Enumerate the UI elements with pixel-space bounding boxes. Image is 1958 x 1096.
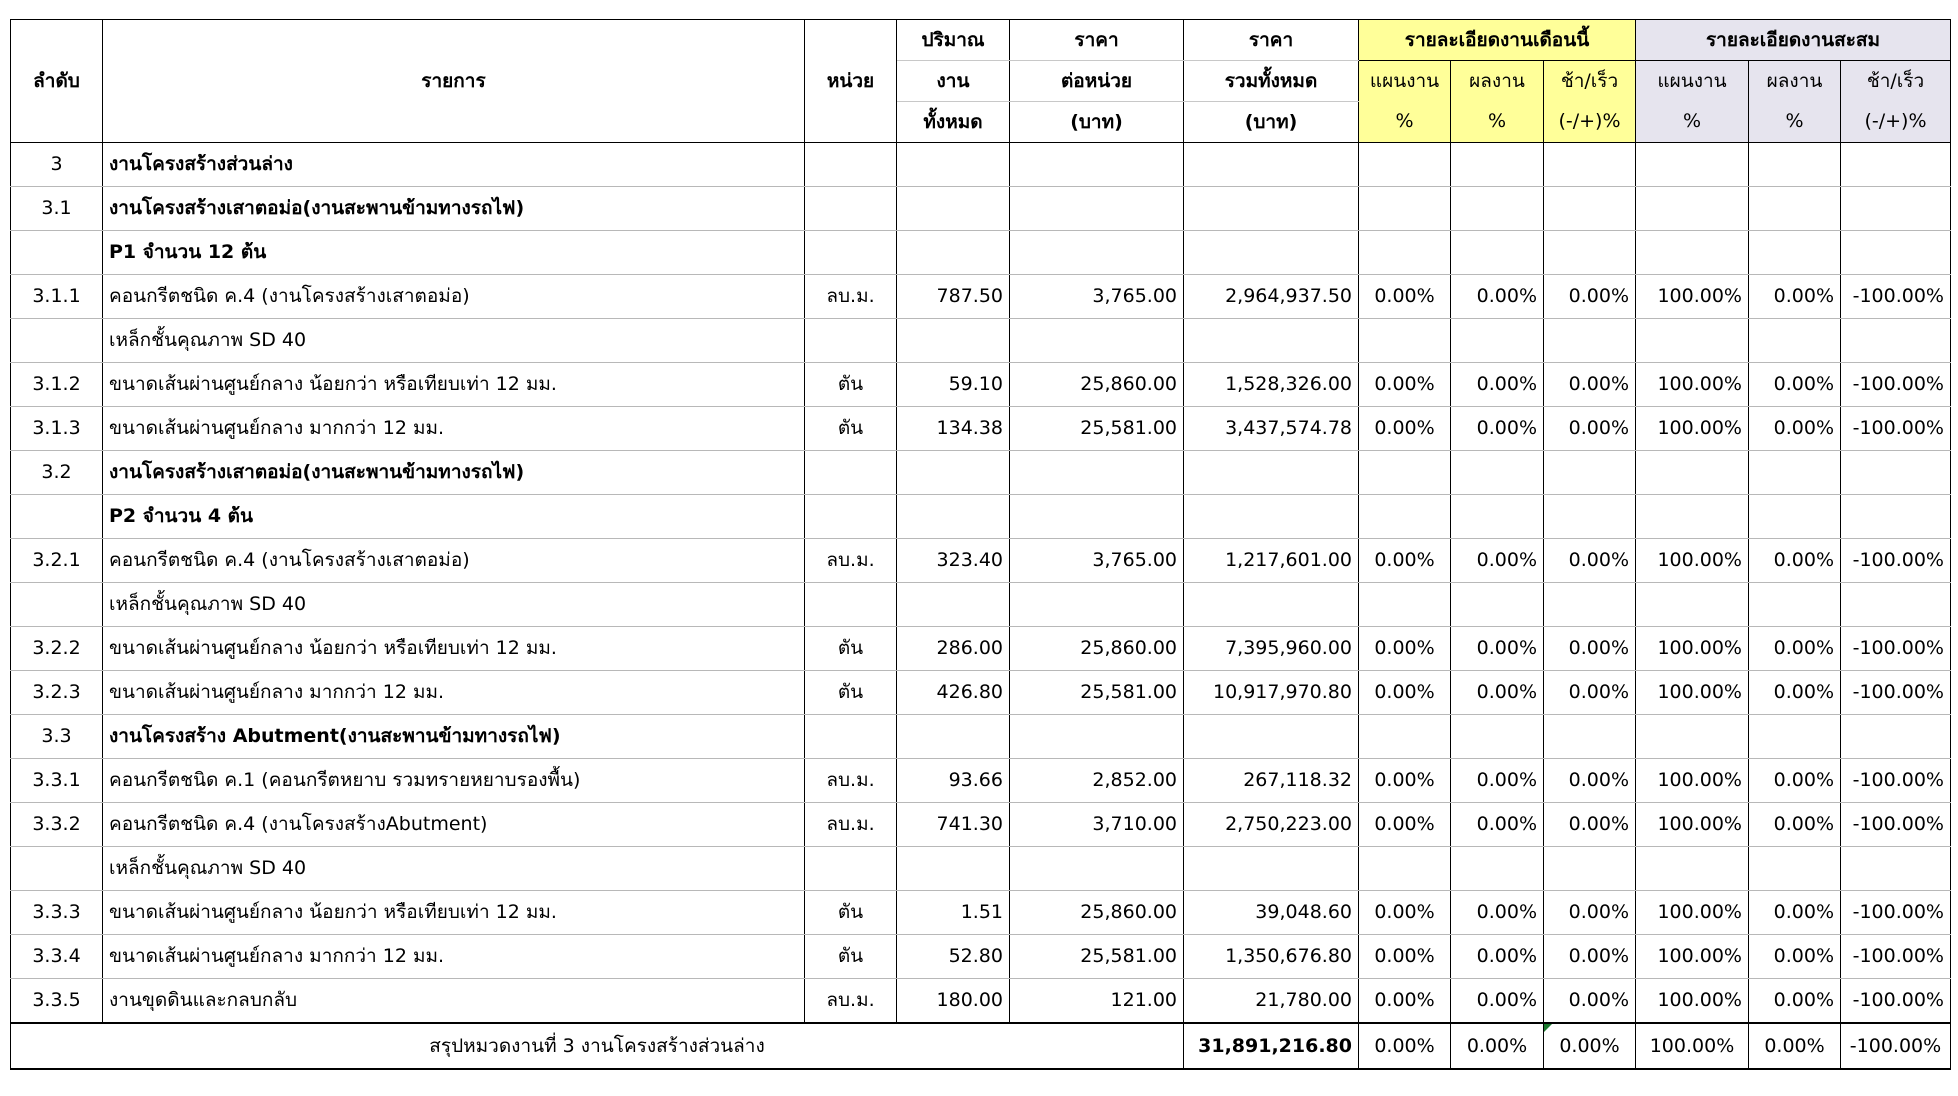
header-unit-price-2: ต่อหน่วย <box>1010 61 1184 102</box>
cell-qty <box>897 495 1010 539</box>
cell-c-act: 0.00% <box>1749 407 1841 451</box>
cell-m-plan: 0.00% <box>1359 275 1451 319</box>
cell-m-diff <box>1544 319 1636 363</box>
cell-m-act: 0.00% <box>1451 363 1544 407</box>
cell-unit <box>805 583 897 627</box>
cell-m-act: 0.00% <box>1451 539 1544 583</box>
cell-price: 2,852.00 <box>1010 759 1184 803</box>
table-row <box>11 231 1951 275</box>
cell-m-diff: 0.00% <box>1544 935 1636 979</box>
cell-item: ขนาดเส้นผ่านศูนย์กลาง น้อยกว่า หรือเทียบเท่า 12 มม. <box>103 891 805 935</box>
cell-unit: ตัน <box>805 407 897 451</box>
cell-price: 121.00 <box>1010 979 1184 1024</box>
cell-item: ขนาดเส้นผ่านศูนย์กลาง มากกว่า 12 มม. <box>103 935 805 979</box>
table-row <box>11 407 1951 451</box>
cell-m-diff <box>1544 187 1636 231</box>
cell-item: งานโครงสร้างเสาตอม่อ(งานสะพานข้ามทางรถไฟ) <box>103 187 805 231</box>
cell-c-diff <box>1841 187 1951 231</box>
cell-qty: 787.50 <box>897 275 1010 319</box>
cell-m-plan <box>1359 143 1451 187</box>
cell-price <box>1010 583 1184 627</box>
cell-m-plan: 0.00% <box>1359 803 1451 847</box>
cell-c-act: 0.00% <box>1749 363 1841 407</box>
cell-m-diff <box>1544 143 1636 187</box>
cell-item: P2 จำนวน 4 ต้น <box>103 495 805 539</box>
header-cum-plan-unit: % <box>1636 102 1749 143</box>
cell-m-diff <box>1544 231 1636 275</box>
cell-item: ขนาดเส้นผ่านศูนย์กลาง มากกว่า 12 มม. <box>103 671 805 715</box>
header-month-actual-unit: % <box>1451 102 1544 143</box>
cell-price: 25,860.00 <box>1010 363 1184 407</box>
cell-price: 25,581.00 <box>1010 935 1184 979</box>
summary-m-diff: 0.00% <box>1544 1023 1636 1069</box>
header-unit: หน่วย <box>805 20 897 143</box>
cell-c-diff <box>1841 319 1951 363</box>
cell-c-act <box>1749 143 1841 187</box>
cell-m-act <box>1451 143 1544 187</box>
summary-m-plan: 0.00% <box>1359 1023 1451 1069</box>
cell-m-diff: 0.00% <box>1544 539 1636 583</box>
header-month-group: รายละเอียดงานเดือนนี้ <box>1359 20 1636 61</box>
cell-seq: 3.3 <box>11 715 103 759</box>
cell-qty: 286.00 <box>897 627 1010 671</box>
cell-c-act: 0.00% <box>1749 627 1841 671</box>
cell-total <box>1184 187 1359 231</box>
table-row <box>11 451 1951 495</box>
cell-m-diff: 0.00% <box>1544 891 1636 935</box>
cell-item: เหล็กชั้นคุณภาพ SD 40 <box>103 847 805 891</box>
header-cumulative-group: รายละเอียดงานสะสม <box>1636 20 1951 61</box>
cell-m-act: 0.00% <box>1451 671 1544 715</box>
cell-m-act <box>1451 319 1544 363</box>
cell-m-diff: 0.00% <box>1544 627 1636 671</box>
cell-qty: 52.80 <box>897 935 1010 979</box>
cell-item: คอนกรีตชนิด ค.4 (งานโครงสร้างAbutment) <box>103 803 805 847</box>
table-row <box>11 715 1951 759</box>
cell-c-plan: 100.00% <box>1636 935 1749 979</box>
cell-item: คอนกรีตชนิด ค.1 (คอนกรีตหยาบ รวมทรายหยาบรองพื้น) <box>103 759 805 803</box>
cell-c-diff <box>1841 143 1951 187</box>
cell-c-plan: 100.00% <box>1636 275 1749 319</box>
header-qty-1: ปริมาณ <box>897 20 1010 61</box>
cell-c-act <box>1749 187 1841 231</box>
header-month-diff: ช้า/เร็ว <box>1544 61 1636 102</box>
header-unit-price-1: ราคา <box>1010 20 1184 61</box>
cell-qty <box>897 715 1010 759</box>
cell-m-act: 0.00% <box>1451 891 1544 935</box>
cell-m-act <box>1451 495 1544 539</box>
cell-seq <box>11 495 103 539</box>
cell-price: 3,710.00 <box>1010 803 1184 847</box>
cell-c-act: 0.00% <box>1749 759 1841 803</box>
cell-c-diff: -100.00% <box>1841 539 1951 583</box>
cell-c-diff <box>1841 231 1951 275</box>
cell-price <box>1010 451 1184 495</box>
cell-c-act <box>1749 715 1841 759</box>
cell-price: 25,581.00 <box>1010 671 1184 715</box>
cell-total <box>1184 319 1359 363</box>
cell-seq: 3.2 <box>11 451 103 495</box>
cell-seq <box>11 231 103 275</box>
cell-total <box>1184 583 1359 627</box>
cell-c-plan <box>1636 495 1749 539</box>
cell-price: 3,765.00 <box>1010 275 1184 319</box>
cell-unit <box>805 187 897 231</box>
cell-total <box>1184 231 1359 275</box>
cell-c-plan <box>1636 583 1749 627</box>
cell-total: 10,917,970.80 <box>1184 671 1359 715</box>
cell-m-plan: 0.00% <box>1359 979 1451 1024</box>
cell-unit <box>805 143 897 187</box>
cell-unit <box>805 847 897 891</box>
cell-unit: ลบ.ม. <box>805 979 897 1024</box>
cell-seq: 3.1.3 <box>11 407 103 451</box>
cell-m-plan: 0.00% <box>1359 891 1451 935</box>
cell-price <box>1010 143 1184 187</box>
cell-item: ขนาดเส้นผ่านศูนย์กลาง น้อยกว่า หรือเทียบเท่า 12 มม. <box>103 363 805 407</box>
cell-seq: 3 <box>11 143 103 187</box>
cell-unit: ลบ.ม. <box>805 803 897 847</box>
cell-m-act <box>1451 451 1544 495</box>
cell-price: 25,581.00 <box>1010 407 1184 451</box>
cell-seq: 3.3.2 <box>11 803 103 847</box>
cell-item: งานโครงสร้างส่วนล่าง <box>103 143 805 187</box>
cell-seq: 3.3.5 <box>11 979 103 1024</box>
cell-qty <box>897 187 1010 231</box>
cell-m-diff: 0.00% <box>1544 671 1636 715</box>
header-cum-diff-unit: (-/+)% <box>1841 102 1951 143</box>
cell-m-plan: 0.00% <box>1359 363 1451 407</box>
header-cum-actual: ผลงาน <box>1749 61 1841 102</box>
cell-c-diff: -100.00% <box>1841 363 1951 407</box>
cell-m-act: 0.00% <box>1451 759 1544 803</box>
cell-m-diff: 0.00% <box>1544 759 1636 803</box>
cell-m-act: 0.00% <box>1451 803 1544 847</box>
cell-price: 25,860.00 <box>1010 891 1184 935</box>
cell-m-diff <box>1544 583 1636 627</box>
cell-total: 1,217,601.00 <box>1184 539 1359 583</box>
cell-m-act: 0.00% <box>1451 935 1544 979</box>
cell-c-plan <box>1636 451 1749 495</box>
cell-unit <box>805 231 897 275</box>
cell-m-diff: 0.00% <box>1544 979 1636 1024</box>
cell-seq: 3.1.1 <box>11 275 103 319</box>
table-row <box>11 671 1951 715</box>
cell-m-act <box>1451 715 1544 759</box>
cell-qty <box>897 847 1010 891</box>
cell-c-act <box>1749 847 1841 891</box>
summary-c-plan: 100.00% <box>1636 1023 1749 1069</box>
cell-seq: 3.2.3 <box>11 671 103 715</box>
cell-price: 3,765.00 <box>1010 539 1184 583</box>
cell-m-diff: 0.00% <box>1544 275 1636 319</box>
cell-total: 3,437,574.78 <box>1184 407 1359 451</box>
cell-m-diff: 0.00% <box>1544 803 1636 847</box>
cell-unit <box>805 451 897 495</box>
cell-item: P1 จำนวน 12 ต้น <box>103 231 805 275</box>
cell-m-plan <box>1359 715 1451 759</box>
cell-c-plan <box>1636 143 1749 187</box>
table-row <box>11 627 1951 671</box>
cell-c-plan: 100.00% <box>1636 627 1749 671</box>
cell-m-plan <box>1359 187 1451 231</box>
table-row <box>11 187 1951 231</box>
cell-c-act: 0.00% <box>1749 671 1841 715</box>
cell-c-diff <box>1841 847 1951 891</box>
cell-price <box>1010 187 1184 231</box>
cell-m-plan: 0.00% <box>1359 935 1451 979</box>
cell-price <box>1010 715 1184 759</box>
cell-c-plan: 100.00% <box>1636 759 1749 803</box>
cell-c-plan: 100.00% <box>1636 539 1749 583</box>
table-row <box>11 891 1951 935</box>
cell-seq: 3.2.1 <box>11 539 103 583</box>
cell-total: 21,780.00 <box>1184 979 1359 1024</box>
cell-qty: 134.38 <box>897 407 1010 451</box>
cell-m-act: 0.00% <box>1451 407 1544 451</box>
cell-c-act: 0.00% <box>1749 891 1841 935</box>
cell-c-plan: 100.00% <box>1636 363 1749 407</box>
header-month-plan-unit: % <box>1359 102 1451 143</box>
cell-c-act <box>1749 583 1841 627</box>
cell-qty: 741.30 <box>897 803 1010 847</box>
cell-c-diff: -100.00% <box>1841 891 1951 935</box>
bill-of-quantities-table <box>10 19 1951 1070</box>
cell-c-act: 0.00% <box>1749 803 1841 847</box>
header-total-price-1: ราคา <box>1184 20 1359 61</box>
cell-item: ขนาดเส้นผ่านศูนย์กลาง มากกว่า 12 มม. <box>103 407 805 451</box>
summary-c-diff: -100.00% <box>1841 1023 1951 1069</box>
cell-c-plan: 100.00% <box>1636 407 1749 451</box>
cell-total: 7,395,960.00 <box>1184 627 1359 671</box>
cell-price <box>1010 231 1184 275</box>
cell-qty: 323.40 <box>897 539 1010 583</box>
cell-unit <box>805 495 897 539</box>
cell-total <box>1184 143 1359 187</box>
cell-price <box>1010 495 1184 539</box>
cell-item: คอนกรีตชนิด ค.4 (งานโครงสร้างเสาตอม่อ) <box>103 539 805 583</box>
cell-qty: 93.66 <box>897 759 1010 803</box>
header-qty-3: ทั้งหมด <box>897 102 1010 143</box>
cell-qty <box>897 231 1010 275</box>
cell-c-act <box>1749 319 1841 363</box>
cell-m-act <box>1451 583 1544 627</box>
cell-item: งานโครงสร้างเสาตอม่อ(งานสะพานข้ามทางรถไฟ) <box>103 451 805 495</box>
header-month-diff-unit: (-/+)% <box>1544 102 1636 143</box>
header-month-actual: ผลงาน <box>1451 61 1544 102</box>
cell-unit: ตัน <box>805 891 897 935</box>
cell-c-act: 0.00% <box>1749 275 1841 319</box>
cell-m-plan: 0.00% <box>1359 627 1451 671</box>
header-total-price-2: รวมทั้งหมด <box>1184 61 1359 102</box>
table-row <box>11 363 1951 407</box>
header-cum-diff: ช้า/เร็ว <box>1841 61 1951 102</box>
cell-seq: 3.3.1 <box>11 759 103 803</box>
cell-m-act: 0.00% <box>1451 627 1544 671</box>
cell-c-act: 0.00% <box>1749 935 1841 979</box>
cell-c-plan <box>1636 187 1749 231</box>
cell-m-diff: 0.00% <box>1544 407 1636 451</box>
cell-m-act <box>1451 187 1544 231</box>
cell-m-diff <box>1544 495 1636 539</box>
cell-c-plan <box>1636 319 1749 363</box>
cell-item: เหล็กชั้นคุณภาพ SD 40 <box>103 319 805 363</box>
cell-seq: 3.1.2 <box>11 363 103 407</box>
cell-qty <box>897 583 1010 627</box>
table-row <box>11 319 1951 363</box>
cell-c-act <box>1749 495 1841 539</box>
cell-m-plan <box>1359 319 1451 363</box>
cell-c-diff: -100.00% <box>1841 935 1951 979</box>
cell-seq: 3.3.4 <box>11 935 103 979</box>
cell-seq: 3.2.2 <box>11 627 103 671</box>
summary-c-act: 0.00% <box>1749 1023 1841 1069</box>
table-row <box>11 539 1951 583</box>
cell-item: งานขุดดินและกลบกลับ <box>103 979 805 1024</box>
cell-c-diff: -100.00% <box>1841 671 1951 715</box>
cell-seq: 3.1 <box>11 187 103 231</box>
cell-m-act <box>1451 847 1544 891</box>
cell-unit <box>805 319 897 363</box>
cell-c-plan <box>1636 715 1749 759</box>
table-row <box>11 275 1951 319</box>
cell-qty: 426.80 <box>897 671 1010 715</box>
cell-item: ขนาดเส้นผ่านศูนย์กลาง น้อยกว่า หรือเทียบเท่า 12 มม. <box>103 627 805 671</box>
table-row <box>11 143 1951 187</box>
cell-c-plan: 100.00% <box>1636 979 1749 1024</box>
cell-m-plan <box>1359 451 1451 495</box>
cell-total: 2,750,223.00 <box>1184 803 1359 847</box>
cell-m-plan <box>1359 847 1451 891</box>
cell-m-diff <box>1544 715 1636 759</box>
cell-c-act <box>1749 451 1841 495</box>
cell-m-plan: 0.00% <box>1359 407 1451 451</box>
summary-m-act: 0.00% <box>1451 1023 1544 1069</box>
header-cum-actual-unit: % <box>1749 102 1841 143</box>
cell-item: เหล็กชั้นคุณภาพ SD 40 <box>103 583 805 627</box>
table-row <box>11 495 1951 539</box>
header-unit-price-3: (บาท) <box>1010 102 1184 143</box>
table-row <box>11 583 1951 627</box>
cell-qty <box>897 319 1010 363</box>
cell-seq: 3.3.3 <box>11 891 103 935</box>
cell-unit: ลบ.ม. <box>805 275 897 319</box>
cell-unit <box>805 715 897 759</box>
cell-unit: ตัน <box>805 627 897 671</box>
header-qty-2: งาน <box>897 61 1010 102</box>
header-row-1 <box>11 20 1951 61</box>
cell-m-diff <box>1544 451 1636 495</box>
cell-c-plan: 100.00% <box>1636 891 1749 935</box>
cell-c-diff: -100.00% <box>1841 979 1951 1024</box>
header-month-plan: แผนงาน <box>1359 61 1451 102</box>
cell-c-diff <box>1841 495 1951 539</box>
cell-m-act: 0.00% <box>1451 979 1544 1024</box>
cell-qty: 59.10 <box>897 363 1010 407</box>
cell-total: 267,118.32 <box>1184 759 1359 803</box>
cell-unit: ลบ.ม. <box>805 539 897 583</box>
cell-unit: ลบ.ม. <box>805 759 897 803</box>
cell-item: คอนกรีตชนิด ค.4 (งานโครงสร้างเสาตอม่อ) <box>103 275 805 319</box>
cell-c-diff: -100.00% <box>1841 759 1951 803</box>
header-total-price-3: (บาท) <box>1184 102 1359 143</box>
cell-total: 1,350,676.80 <box>1184 935 1359 979</box>
cell-unit: ตัน <box>805 671 897 715</box>
cell-total <box>1184 451 1359 495</box>
table-row <box>11 979 1951 1024</box>
table-row <box>11 759 1951 803</box>
cell-c-plan <box>1636 231 1749 275</box>
cell-m-plan: 0.00% <box>1359 539 1451 583</box>
cell-qty <box>897 451 1010 495</box>
cell-total <box>1184 495 1359 539</box>
cell-m-plan <box>1359 583 1451 627</box>
cell-c-diff: -100.00% <box>1841 803 1951 847</box>
cell-m-diff <box>1544 847 1636 891</box>
summary-total: 31,891,216.80 <box>1184 1023 1359 1069</box>
cell-total: 1,528,326.00 <box>1184 363 1359 407</box>
cell-item: งานโครงสร้าง Abutment(งานสะพานข้ามทางรถไฟ) <box>103 715 805 759</box>
cell-m-plan: 0.00% <box>1359 671 1451 715</box>
cell-total: 2,964,937.50 <box>1184 275 1359 319</box>
cell-c-diff: -100.00% <box>1841 627 1951 671</box>
cell-qty: 1.51 <box>897 891 1010 935</box>
cell-price: 25,860.00 <box>1010 627 1184 671</box>
cell-price <box>1010 847 1184 891</box>
cell-total <box>1184 847 1359 891</box>
cell-c-act <box>1749 231 1841 275</box>
cell-m-plan: 0.00% <box>1359 759 1451 803</box>
cell-c-plan: 100.00% <box>1636 671 1749 715</box>
cell-qty: 180.00 <box>897 979 1010 1024</box>
summary-label: สรุปหมวดงานที่ 3 งานโครงสร้างส่วนล่าง <box>11 1023 1184 1069</box>
cell-unit: ตัน <box>805 935 897 979</box>
summary-row <box>11 1023 1951 1069</box>
cell-total: 39,048.60 <box>1184 891 1359 935</box>
table-row <box>11 803 1951 847</box>
table-row <box>11 847 1951 891</box>
cell-m-plan <box>1359 495 1451 539</box>
header-seq: ลำดับ <box>11 20 103 143</box>
header-cum-plan: แผนงาน <box>1636 61 1749 102</box>
cell-seq <box>11 847 103 891</box>
table-row <box>11 935 1951 979</box>
cell-m-act: 0.00% <box>1451 275 1544 319</box>
cell-price <box>1010 319 1184 363</box>
cell-c-plan: 100.00% <box>1636 803 1749 847</box>
cell-m-diff: 0.00% <box>1544 363 1636 407</box>
cell-c-diff <box>1841 451 1951 495</box>
cell-c-diff: -100.00% <box>1841 407 1951 451</box>
cell-m-plan <box>1359 231 1451 275</box>
cell-c-act: 0.00% <box>1749 979 1841 1024</box>
cell-qty <box>897 143 1010 187</box>
cell-seq <box>11 583 103 627</box>
cell-c-act: 0.00% <box>1749 539 1841 583</box>
cell-c-plan <box>1636 847 1749 891</box>
cell-c-diff: -100.00% <box>1841 275 1951 319</box>
cell-unit: ตัน <box>805 363 897 407</box>
cell-c-diff <box>1841 583 1951 627</box>
header-item: รายการ <box>103 20 805 143</box>
cell-total <box>1184 715 1359 759</box>
cell-m-act <box>1451 231 1544 275</box>
cell-comment-marker <box>1544 1024 1552 1032</box>
cell-c-diff <box>1841 715 1951 759</box>
cell-seq <box>11 319 103 363</box>
